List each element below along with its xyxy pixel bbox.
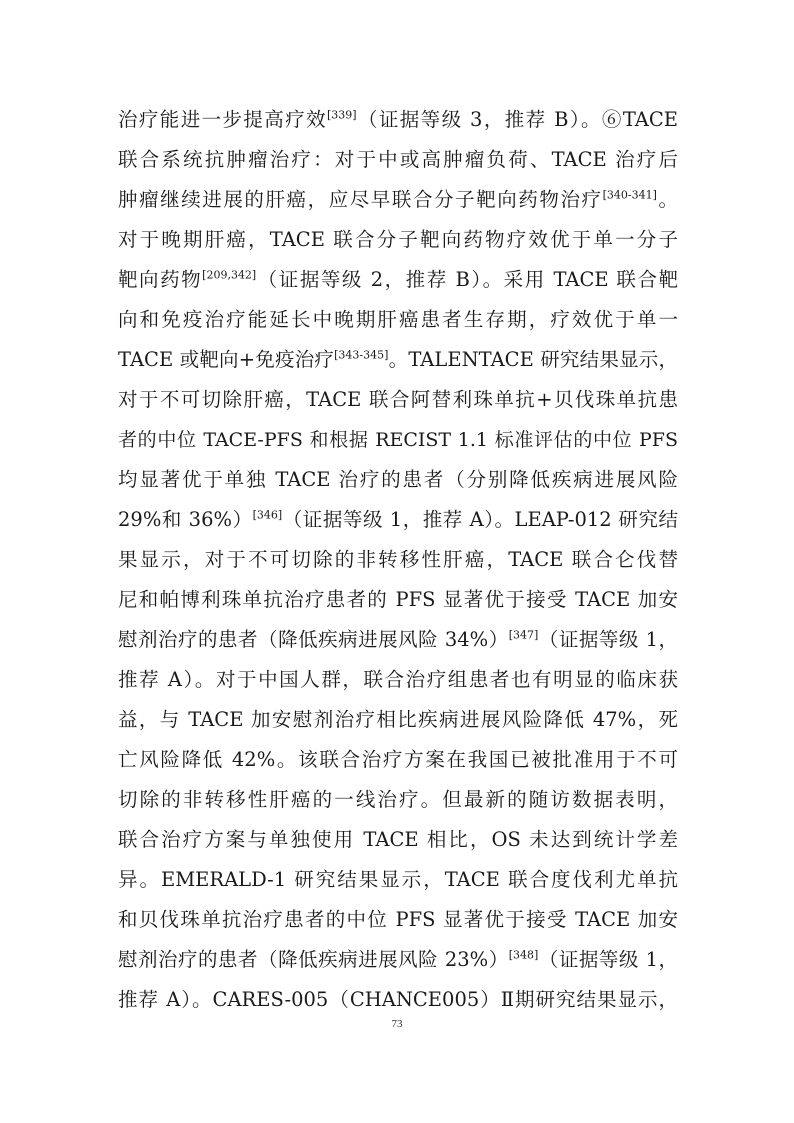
page-number: 73 bbox=[391, 1018, 403, 1030]
text-line: 治疗能进一步提高疗效[339]（证据等级 3，推荐 B）。⑥TACE bbox=[118, 108, 678, 131]
text-line: 均显著优于单独 TACE 治疗的患者（分别降低疾病进展风险 bbox=[118, 468, 678, 491]
text-line: 联合系统抗肿瘤治疗：对于中或高肿瘤负荷、TACE 治疗后 bbox=[118, 148, 678, 171]
text-line: 推荐 A）。对于中国人群，联合治疗组患者也有明显的临床获 bbox=[118, 668, 678, 691]
text-line: 亡风险降低 42%。该联合治疗方案在我国已被批准用于不可 bbox=[118, 748, 678, 771]
text-line: 慰剂治疗的患者（降低疾病进展风险 23%）[348]（证据等级 1， bbox=[118, 948, 678, 971]
citation-ref: [348] bbox=[508, 948, 539, 962]
text-line: 尼和帕博利珠单抗治疗患者的 PFS 显著优于接受 TACE 加安 bbox=[118, 588, 678, 611]
text-line: 对于不可切除肝癌，TACE 联合阿替利珠单抗+贝伐珠单抗患 bbox=[118, 388, 678, 411]
text-line: 者的中位 TACE-PFS 和根据 RECIST 1.1 标准评估的中位 PFS bbox=[118, 429, 678, 451]
text-line: 肿瘤继续进展的肝癌，应尽早联合分子靶向药物治疗[340-341]。 bbox=[118, 188, 678, 211]
text-line: 联合治疗方案与单独使用 TACE 相比，OS 未达到统计学差 bbox=[118, 828, 678, 851]
text-line: 靶向药物[209,342]（证据等级 2，推荐 B）。采用 TACE 联合靶 bbox=[118, 268, 678, 291]
citation-ref: [347] bbox=[508, 628, 539, 642]
text-line: 益，与 TACE 加安慰剂治疗相比疾病进展风险降低 47%，死 bbox=[118, 708, 678, 731]
text-line: 推荐 A）。CARES-005（CHANCE005）Ⅱ期研究结果显示， bbox=[118, 988, 678, 1011]
text-line: 异。EMERALD-1 研究结果显示，TACE 联合度伐利尤单抗 bbox=[118, 868, 678, 891]
text-line: 慰剂治疗的患者（降低疾病进展风险 34%）[347]（证据等级 1， bbox=[118, 628, 678, 651]
citation-ref: [343-345] bbox=[334, 348, 389, 362]
body-text bbox=[118, 100, 678, 1020]
text-line: TACE 或靶向+免疫治疗[343-345]。TALENTACE 研究结果显示， bbox=[118, 348, 678, 371]
citation-ref: [346] bbox=[252, 508, 283, 522]
text-line: 和贝伐珠单抗治疗患者的中位 PFS 显著优于接受 TACE 加安 bbox=[118, 908, 678, 931]
citation-ref: [339] bbox=[326, 108, 357, 122]
text-line: 切除的非转移性肝癌的一线治疗。但最新的随访数据表明， bbox=[118, 788, 678, 811]
text-line: 29%和 36%）[346]（证据等级 1，推荐 A）。LEAP-012 研究结 bbox=[118, 508, 679, 531]
text-line: 向和免疫治疗能延长中晚期肝癌患者生存期，疗效优于单一 bbox=[118, 308, 678, 331]
text-line: 果显示，对于不可切除的非转移性肝癌，TACE 联合仑伐替 bbox=[118, 548, 678, 571]
text-line: 对于晚期肝癌，TACE 联合分子靶向药物疗效优于单一分子 bbox=[118, 228, 678, 251]
citation-ref: [209,342] bbox=[202, 268, 257, 282]
citation-ref: [340-341] bbox=[602, 188, 657, 202]
